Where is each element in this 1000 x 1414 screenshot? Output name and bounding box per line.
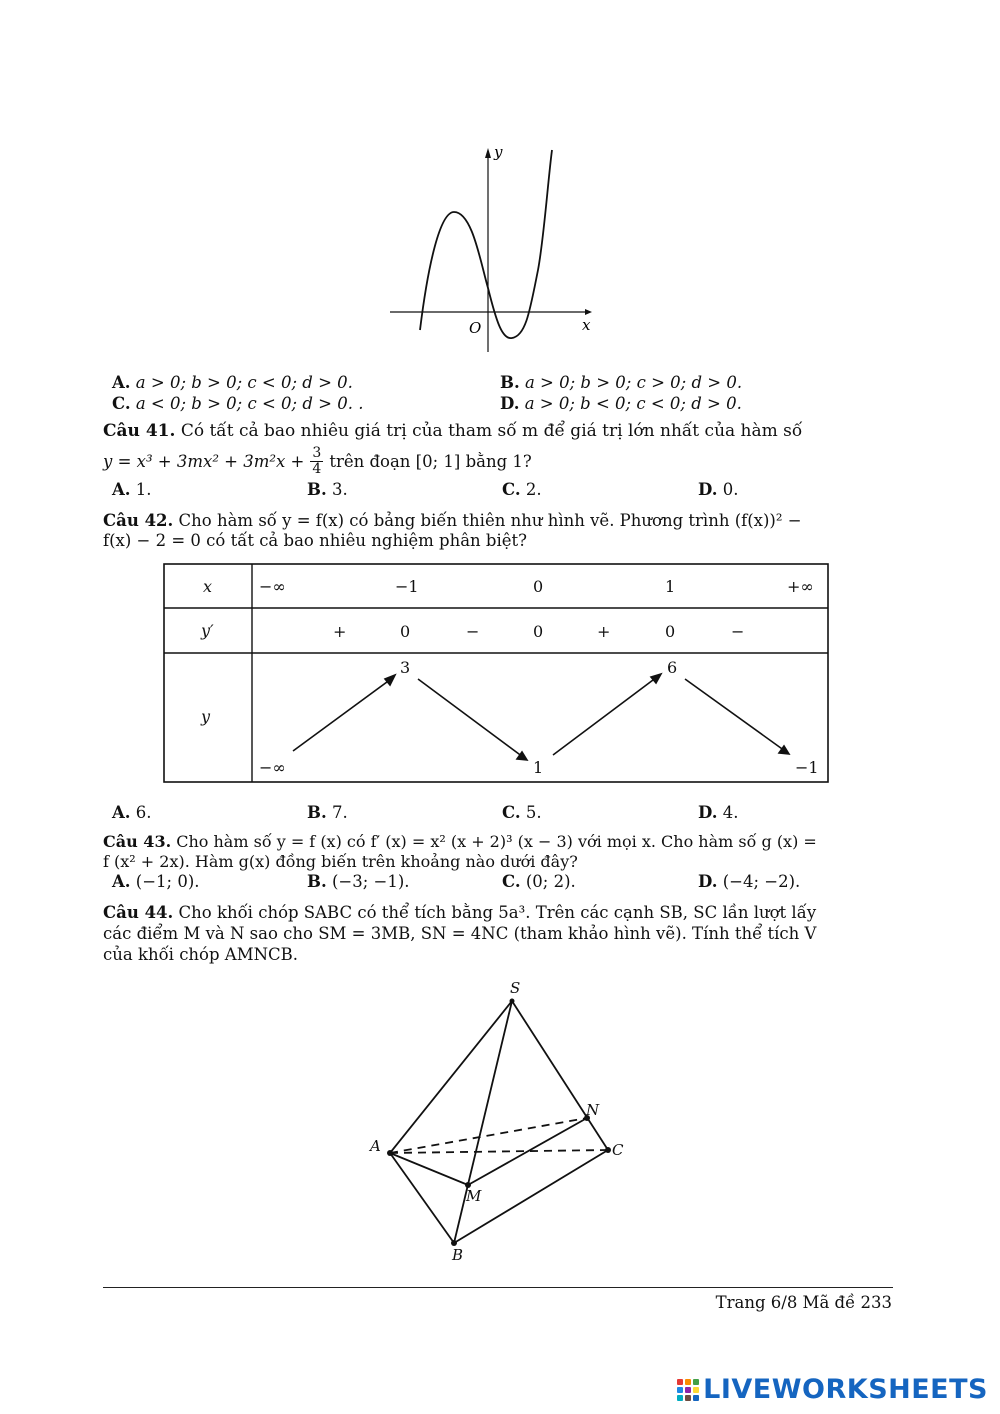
y-val-6: 6 — [667, 658, 678, 677]
arrow-down-2 — [685, 679, 785, 751]
q42-text1: Cho hàm số y = f(x) có bảng biến thiên như hình vẽ. Phương trình (f(x))² − — [178, 511, 802, 530]
liveworksheets-brand[interactable] — [677, 1374, 988, 1405]
cubic-graph — [380, 140, 600, 360]
liveworksheets-logo-icon — [677, 1379, 699, 1401]
arrow-up-1 — [293, 679, 391, 751]
point-A — [387, 1150, 393, 1156]
label-N: N — [586, 1101, 600, 1119]
q43-option-b[interactable]: B. (−3; −1). — [307, 872, 410, 891]
y-val-neg-inf: −∞ — [259, 758, 286, 777]
q41-line1 — [103, 421, 802, 442]
q40-option-d[interactable]: D. a > 0; b < 0; c < 0; d > 0. — [500, 394, 742, 413]
q43-line1 — [103, 831, 817, 852]
x-val-neg-inf: −∞ — [259, 577, 286, 596]
arrow-down-1 — [418, 679, 523, 757]
q43-option-c[interactable]: C. (0; 2). — [502, 872, 576, 891]
origin-label: O — [469, 319, 482, 337]
yp-sign-2: − — [466, 622, 480, 641]
x-val-1: 1 — [665, 577, 676, 596]
y-val-1: 1 — [533, 758, 544, 777]
x-val-neg1: −1 — [395, 577, 419, 596]
q41-line2 — [103, 446, 532, 477]
q41-option-b[interactable]: B. 3. — [307, 480, 348, 499]
arrow-up-2 — [553, 677, 657, 755]
label-S: S — [510, 979, 521, 997]
q41-fraction: $\frac{3}{4}$ — [312, 445, 322, 477]
q44-text1: Cho khối chóp SABC có thể tích bằng 5a³. Trên các cạnh SB, SC lần lượt lấy — [178, 903, 817, 922]
q40-option-c[interactable]: C. a < 0; b > 0; c < 0; d > 0. . — [112, 394, 364, 413]
arrow-head-3 — [651, 674, 661, 683]
q42-option-c[interactable]: C. 5. — [502, 803, 542, 822]
row-label-yprime: y′ — [201, 621, 214, 640]
q43-text1: Cho hàm số y = f (x) có f′ (x) = x² (x + 2)³ (x − 3) với mọi x. Cho hàm số g (x) = — [176, 832, 817, 851]
pyramid-figure — [360, 975, 640, 1265]
q41-option-a[interactable]: A. 1. — [112, 480, 152, 499]
q41-text: Có tất cả bao nhiêu giá trị của tham số m để giá trị lớn nhất của hàm số — [180, 421, 803, 441]
arrow-head-1 — [385, 675, 395, 685]
yp-zero-2: 0 — [533, 622, 544, 641]
q40-option-a[interactable]: A. a > 0; b > 0; c < 0; d > 0. — [112, 373, 353, 392]
label-M: M — [466, 1187, 482, 1205]
x-val-0: 0 — [533, 577, 544, 596]
q44-line3: của khối chóp AMNCB. — [103, 945, 299, 964]
x-axis-label: x — [582, 316, 591, 334]
q41-option-c[interactable]: C. 2. — [502, 480, 542, 499]
q44-line2: các điểm M và N sao cho SM = 3MB, SN = 4NC (tham khảo hình vẽ). Tính thể tích V — [103, 924, 817, 943]
q43-label: Câu 43. — [103, 832, 172, 851]
variation-table — [163, 563, 829, 783]
q42-line1 — [103, 510, 802, 531]
q43-line2: f (x² + 2x). Hàm g(x) đồng biến trên khoảng nào dưới đây? — [103, 852, 578, 871]
q41-option-d[interactable]: D. 0. — [698, 480, 739, 499]
y-val-3: 3 — [400, 658, 411, 677]
row-label-y: y — [201, 707, 211, 726]
segment-MN — [468, 1118, 587, 1185]
edge-SC — [512, 1001, 608, 1150]
edge-AC-hidden — [390, 1150, 608, 1153]
q43-option-d[interactable]: D. (−4; −2). — [698, 872, 801, 891]
liveworksheets-wordmark: LIVEWORKSHEETS — [703, 1374, 988, 1405]
y-val-neg1: −1 — [795, 758, 819, 777]
label-C: C — [612, 1141, 624, 1159]
cubic-curve — [420, 150, 552, 338]
y-axis-label: y — [494, 143, 503, 161]
yp-sign-1: + — [333, 622, 347, 641]
q42-option-d[interactable]: D. 4. — [698, 803, 739, 822]
q42-option-b[interactable]: B. 7. — [307, 803, 348, 822]
q42-option-a[interactable]: A. 6. — [112, 803, 152, 822]
q43-option-a[interactable]: A. (−1; 0). — [112, 872, 200, 891]
label-B: B — [452, 1246, 464, 1264]
point-S — [510, 999, 515, 1004]
yp-zero-3: 0 — [665, 622, 676, 641]
q40-option-b[interactable]: B. a > 0; b > 0; c > 0; d > 0. — [500, 373, 743, 392]
q41-formula: y = x³ + 3mx² + 3m²x + — [103, 452, 305, 471]
yp-zero-1: 0 — [400, 622, 411, 641]
yp-sign-3: + — [597, 622, 611, 641]
footer-rule — [103, 1287, 893, 1288]
point-C — [605, 1147, 611, 1153]
label-A: A — [370, 1137, 381, 1155]
q42-line2: f(x) − 2 = 0 có tất cả bao nhiêu nghiệm phân biệt? — [103, 531, 527, 550]
q42-label: Câu 42. — [103, 511, 174, 530]
q44-label: Câu 44. — [103, 903, 174, 922]
q41-rest: trên đoạn [0; 1] bằng 1? — [329, 452, 532, 471]
q44-line1 — [103, 902, 816, 923]
row-label-x: x — [203, 577, 213, 596]
q41-label: Câu 41. — [103, 421, 176, 441]
x-val-pos-inf: +∞ — [787, 577, 814, 596]
yp-sign-4: − — [731, 622, 745, 641]
page-footer: Trang 6/8 Mã đề 233 — [715, 1293, 892, 1312]
